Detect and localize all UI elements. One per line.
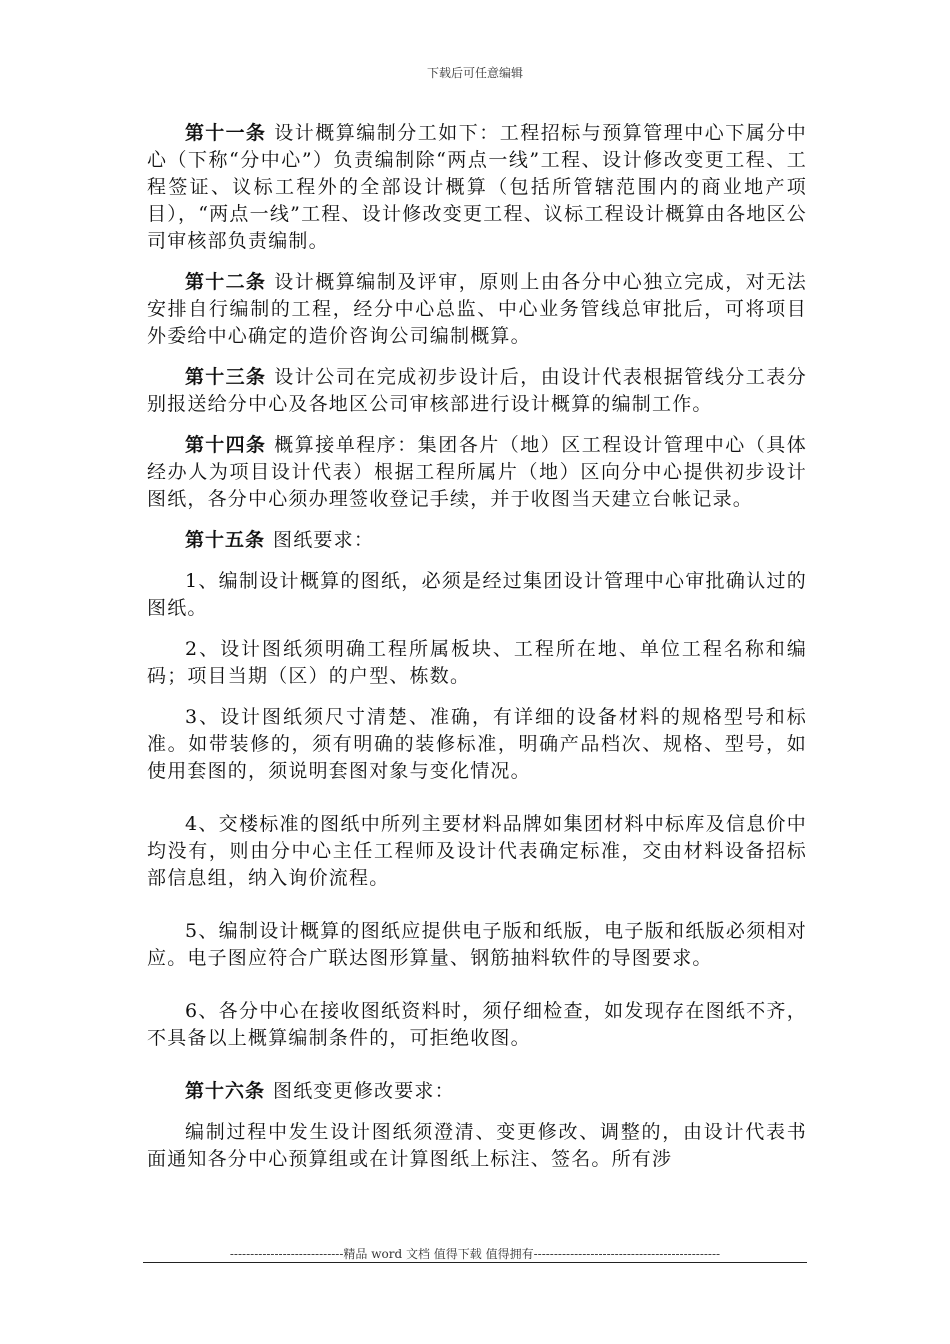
item-text: 4、交楼标准的图纸中所列主要材料品牌如集团材料中标库及信息价中均没有，则由分中心主任工程师及设计代表确定标准，交由材料设备招标部信息组，纳入询价流程。 [147, 813, 807, 889]
article-number: 第十六条 [185, 1080, 266, 1102]
page-footer: ----------------------------精品 word 文档 值得下载 值得拥有---------------------------------------------- [229, 1247, 721, 1261]
paragraph-text: 编制过程中发生设计图纸须澄清、变更修改、调整的，由设计代表书面通知各分中心预算组或在计算图纸上标注、签名。所有涉 [147, 1121, 807, 1170]
article-number: 第十二条 [185, 271, 267, 293]
article-number: 第十一条 [185, 122, 267, 144]
list-item-4 [147, 811, 807, 892]
article-number: 第十四条 [185, 434, 267, 456]
article-13 [147, 364, 807, 418]
article-text: 图纸变更修改要求： [273, 1080, 455, 1102]
article-text: 设计概算编制及评审，原则上由各分中心独立完成，对无法安排自行编制的工程，经分中心总监、中心业务管线总审批后，可将项目外委给中心确定的造价咨询公司编制概算。 [147, 271, 807, 347]
item-text: 2、设计图纸须明确工程所属板块、工程所在地、单位工程名称和编码；项目当期（区）的户型、栋数。 [147, 638, 807, 687]
article-15 [147, 527, 807, 554]
article-number: 第十五条 [185, 529, 266, 551]
item-text: 3、设计图纸须尺寸清楚、准确，有详细的设备材料的规格型号和标准。如带装修的，须有明确的装修标准，明确产品档次、规格、型号，如使用套图的，须说明套图对象与变化情况。 [147, 706, 807, 782]
list-item-3 [147, 704, 807, 785]
list-item-2 [147, 636, 807, 690]
article-number: 第十三条 [185, 366, 267, 388]
list-item-1 [147, 568, 807, 622]
list-item-6 [147, 998, 807, 1052]
list-item-5 [147, 918, 807, 972]
item-text: 5、编制设计概算的图纸应提供电子版和纸版，电子版和纸版必须相对应。电子图应符合广联达图形算量、钢筋抽料软件的导图要求。 [147, 920, 807, 969]
article-text: 设计概算编制分工如下：工程招标与预算管理中心下属分中心（下称“分中心”）负责编制除“两点一线”工程、设计修改变更工程、工程签证、议标工程外的全部设计概算（包括所管辖范围内的商业地产项目），“两点一线”工程、设计修改变更工程、议标工程设计概算由各地区公司审核部负责编制。 [147, 122, 807, 252]
item-text: 6、各分中心在接收图纸资料时，须仔细检查，如发现存在图纸不齐，不具备以上概算编制条件的，可拒绝收图。 [147, 1000, 807, 1049]
document-body [147, 120, 807, 1187]
page-header: 下载后可任意编辑 [426, 66, 523, 80]
article-14 [147, 432, 807, 513]
article-text: 图纸要求： [273, 529, 375, 551]
article-text: 设计公司在完成初步设计后，由设计代表根据管线分工表分别报送给分中心及各地区公司审核部进行设计概算的编制工作。 [147, 366, 807, 415]
article-12 [147, 269, 807, 350]
item-text: 1、编制设计概算的图纸，必须是经过集团设计管理中心审批确认过的图纸。 [147, 570, 807, 619]
footer-rule [143, 1262, 807, 1263]
article-text: 概算接单程序：集团各片（地）区工程设计管理中心（具体经办人为项目设计代表）根据工程所属片（地）区向分中心提供初步设计图纸，各分中心须办理签收登记手续，并于收图当天建立台帐记录。 [147, 434, 807, 510]
body-paragraph [147, 1119, 807, 1173]
article-11 [147, 120, 807, 255]
article-16 [147, 1078, 807, 1105]
